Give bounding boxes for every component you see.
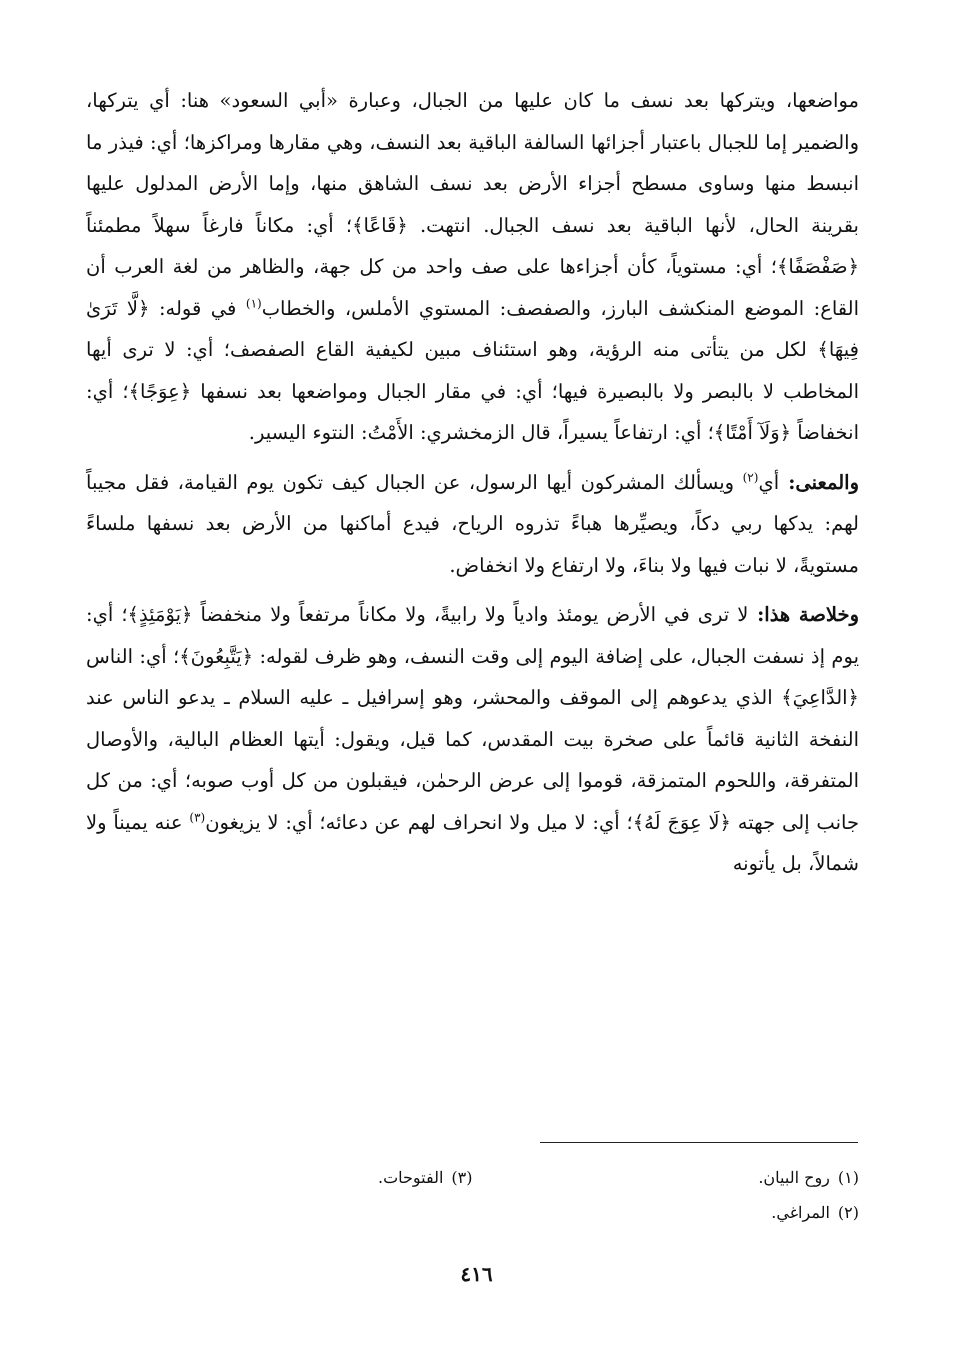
footnote-1 [473,1160,860,1195]
footnote-row [86,1195,859,1230]
paragraph-2 [86,462,859,587]
footnote-number: (١) [837,1168,859,1187]
page-number: ٤١٦ [460,1262,493,1286]
paragraph-text-cont: ويسألك المشركون أيها الرسول، عن الجبال كيف تكون يوم القيامة، فقل مجيباً لهم: يدكها ربي دكاً، ويصيِّرها هباءً تذروه الرياح، فيدع أماكنها من الأرض بعد نسفها ملساءً مستويةً، لا نبات فيها ولا بناءَ، ولا ارتفاع ولا انخفاض. [86,470,859,577]
paragraph-text-cont: في قوله: ﴿لَّا تَرَىٰ فِيهَا﴾ لكل من يتأتى منه الرؤية، وهو استئناف مبين لكيفية القاع الصفصف؛ أي: لا ترى أيها المخاطب لا بالبصر ولا بالبصيرة فيها؛ أي: في مقار الجبال ومواضعها بعد نسفها ﴿عِوَجًا﴾؛ أي: انخفاضاً ﴿وَلَآ أَمْتًا﴾؛ أي: ارتفاعاً يسيراً، قال الزمخشري: الأَمْتُ: النتوء اليسير. [86,296,859,444]
footnote-ref-3: (٣) [189,810,206,824]
paragraph-text: أي [758,470,780,494]
footnote-text: الفتوحات. [377,1168,444,1187]
footnote-separator [540,1142,858,1143]
paragraph-text: مواضعها، ويتركها بعد نسف ما كان عليها من الجبال، وعبارة «أبي السعود» هنا: أي يتركها، والضمير إما للجبال باعتبار أجزائها السالفة الباقية بعد النسف، وهي مقارها ومراكزها؛ أي: فيذر ما انبسط منها وساوى مسطح أجزاء الأرض بعد نسف الشاهق منها، وإما الأرض المدلول عليها بقرينة الحال، لأنها الباقية بعد نسف الجبال. انتهت. ﴿قَاعًا﴾؛ أي: مكاناً فارغاً سهلاً مطمئناً ﴿صَفْصَفًا﴾؛ أي: مستوياً، كأن أجزاءها على صف واحد من كل جهة، والظاهر من لغة العرب أن القاع: الموضع المنكشف البارز، والصفصف: المستوي الأملس، والخطاب [86,89,859,320]
paragraph-text-cont: عنه يميناً ولا شمالاً، بل يأتونه [86,810,859,875]
paragraph-text: لا ترى في الأرض يومئذ وادياً ولا رابيةً، ولا مكاناً مرتفعاً ولا منخفضاً ﴿يَوْمَئِذٍ﴾؛ أي: يوم إذ نسفت الجبال، على إضافة اليوم إلى وقت النسف، وهو ظرف لقوله: ﴿يَتَّبِعُونَ﴾؛ أي: الناس ﴿الدَّاعِيَ﴾ الذي يدعوهم إلى الموقف والمحشر، وهو إسرافيل ـ عليه السلام ـ يدعو الناس عند النفخة الثانية قائماً على صخرة بيت المقدس، كما قيل، ويقول: أيتها العظام البالية، والأوصال المتفرقة، واللحوم المتمزقة، قوموا إلى عرض الرحمٰن، فيقبلون من كل أوب صوبه؛ أي: من كل جانب إلى جهته ﴿لَا عِوَجَ لَهُ﴾؛ أي: لا ميل ولا انحراف لهم عن دعائه؛ أي: لا يزيغون [86,603,859,834]
footnote-text: روح البيان. [758,1168,830,1187]
footnote-number: (٢) [837,1203,859,1222]
footnote-row [86,1160,859,1195]
footnote-2 [473,1195,860,1230]
paragraph-lead: وخلاصة هذا: [748,603,859,626]
footnote-ref-2: (٢) [742,470,759,484]
main-text [86,80,859,885]
footnote-text: المراغي. [771,1203,830,1222]
footnote-number: (٣) [451,1168,473,1187]
paragraph-lead: والمعنى: [779,470,860,494]
paragraph-1 [86,80,859,454]
footnotes [86,1160,859,1230]
paragraph-3 [86,594,859,885]
footnote-3 [86,1160,473,1195]
footnote-ref-1: (١) [245,296,262,310]
